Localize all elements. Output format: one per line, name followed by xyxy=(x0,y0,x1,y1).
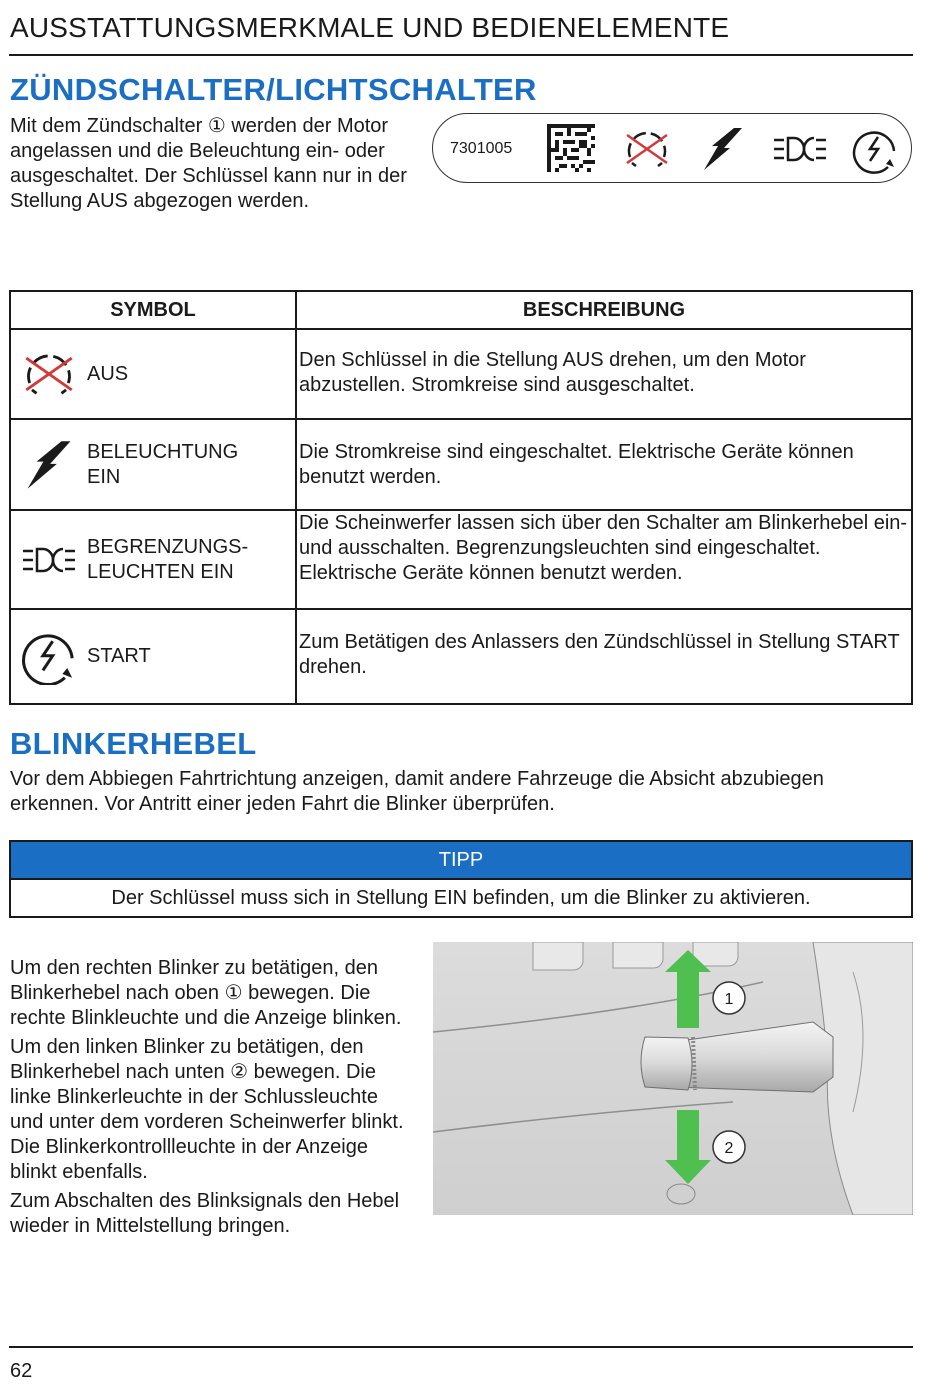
callout-1: 1 xyxy=(724,991,734,1008)
instruction-paragraph: Um den rechten Blinker zu betätigen, den Blinkerhebel nach oben ① bewegen. Die rechte Blinkleuchte und die Anzeige blinken. xyxy=(10,957,402,1029)
table-row xyxy=(10,609,912,704)
table-row xyxy=(10,419,912,510)
row-description: Die Scheinwerfer lassen sich über den Schalter am Blinkerhebel ein- und ausschalten. Begrenzungsleuchten sind eingeschaltet. Elektrische Geräte können benutzt werden. xyxy=(296,510,912,609)
switch-label-code: 7301005 xyxy=(450,140,513,157)
start-icon xyxy=(21,629,77,685)
page-number: 62 xyxy=(10,1360,33,1382)
row-description: Den Schlüssel in die Stellung AUS drehen, um den Motor abzustellen. Stromkreise sind ausgeschaltet. xyxy=(296,329,912,419)
ignition-off-icon xyxy=(622,127,672,171)
table-row xyxy=(10,329,912,419)
symbol-label-line1: AUS xyxy=(87,362,129,385)
tip-heading: TIPP xyxy=(11,842,911,880)
qr-code-icon xyxy=(547,124,595,172)
tip-text: Der Schlüssel muss sich in Stellung EIN befinden, um die Blinker zu aktivieren. xyxy=(111,887,811,909)
parking-lights-icon xyxy=(21,545,77,575)
ignition-off-icon xyxy=(20,349,78,399)
start-icon xyxy=(852,127,898,173)
table-header-symbol: SYMBOL xyxy=(10,291,296,329)
parking-lights-icon xyxy=(772,134,828,164)
ignition-section-title: ZÜNDSCHALTER/LICHTSCHALTER xyxy=(10,72,537,107)
turn-signal-lever-illustration xyxy=(433,942,913,1215)
instruction-paragraph: Um den linken Blinker zu betätigen, den Blinkerhebel nach unten ② bewegen. Die linke Blinkerleuchte in der Schlussleuchte und unter dem vorderen Scheinwerfer blinkt. Die Blinkerkontrollleuchte in der Anzeige blinkt ebenfalls. xyxy=(10,1036,404,1183)
footer-divider xyxy=(9,1346,913,1348)
symbol-label-line1: START xyxy=(87,645,151,667)
symbol-label-line2: LEUCHTEN EIN xyxy=(87,560,234,583)
symbol-table xyxy=(9,290,913,705)
symbol-label-line2: EIN xyxy=(87,465,121,488)
row-description: Zum Betätigen des Anlassers den Zündschlüssel in Stellung START drehen. xyxy=(296,609,912,704)
symbol-label-line1: BELEUCHTUNG xyxy=(87,440,239,463)
row-description: Die Stromkreise sind eingeschaltet. Elektrische Geräte können benutzt werden. xyxy=(296,419,912,510)
table-header-description: BESCHREIBUNG xyxy=(296,291,912,329)
table-header-row xyxy=(10,291,912,329)
table-row xyxy=(10,510,912,609)
ignition-intro-text: Mit dem Zündschalter ① werden der Motor angelassen und die Beleuchtung ein- oder ausgeschaltet. Der Schlüssel kann nur in der Stellung AUS abgezogen werden. xyxy=(10,115,407,212)
lightning-icon xyxy=(23,438,75,492)
tip-box xyxy=(9,840,913,918)
callout-2: 2 xyxy=(724,1140,734,1157)
lightning-icon xyxy=(700,126,746,172)
header-divider xyxy=(9,54,913,56)
blinker-instructions xyxy=(10,956,415,1243)
page-header-title: AUSSTATTUNGSMERKMALE UND BEDIENELEMENTE xyxy=(10,12,730,43)
blinker-section-title: BLINKERHEBEL xyxy=(10,726,257,761)
symbol-label-line1: BEGRENZUNGS- xyxy=(87,535,249,558)
instruction-paragraph: Zum Abschalten des Blinksignals den Hebel wieder in Mittelstellung bringen. xyxy=(10,1190,400,1237)
blinker-intro-text: Vor dem Abbiegen Fahrtrichtung anzeigen, damit andere Fahrzeuge die Absicht abzubiegen erkennen. Vor Antritt einer jeden Fahrt die Blinker überprüfen. xyxy=(10,768,824,815)
